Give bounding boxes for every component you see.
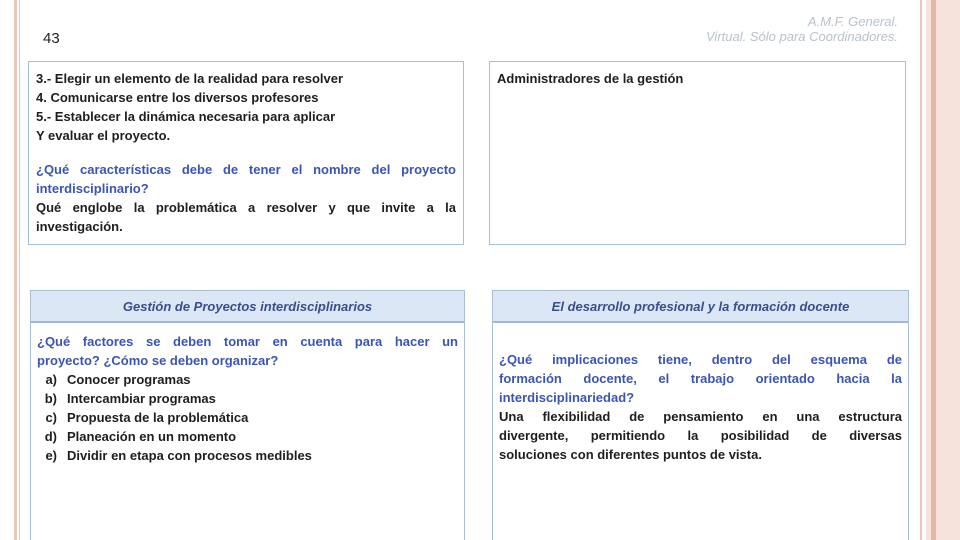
- answer-line: soluciones con diferentes puntos de vista.: [499, 447, 762, 462]
- question-line: interdisciplinariedad?: [499, 390, 635, 405]
- question-line: proyecto? ¿Cómo se deben organizar?: [37, 353, 279, 368]
- teacher-development-panel: [492, 290, 909, 540]
- list-item: [37, 427, 458, 446]
- panel-body: [493, 323, 908, 464]
- implications-question: [499, 350, 902, 407]
- question-line: ¿Qué implicaciones tiene, dentro del esquema de: [499, 352, 902, 367]
- answer-line: Qué englobe la problemática a resolver y que invite a la: [36, 200, 456, 215]
- list-marker: d): [44, 429, 57, 444]
- list-item-text: Planeación en un momento: [67, 429, 237, 444]
- step-line: Y evaluar el proyecto.: [36, 128, 171, 143]
- factors-list: [37, 370, 458, 465]
- document-header: [706, 14, 898, 44]
- step-line: 3.- Elegir un elemento de la realidad para resolver: [36, 71, 344, 86]
- factors-question: [37, 332, 458, 370]
- answer-line: Una flexibilidad de pensamiento en una estructura: [499, 409, 902, 424]
- list-marker: c): [45, 410, 57, 425]
- question-line: interdisciplinario?: [36, 181, 149, 196]
- list-item: [37, 446, 458, 465]
- page-number: 43: [43, 30, 60, 47]
- list-item-text: Propuesta de la problemática: [67, 410, 249, 425]
- steps-box: [28, 61, 464, 245]
- step-line: 5.- Establecer la dinámica necesaria para aplicar: [36, 109, 336, 124]
- right-decorative-stripe: [931, 0, 936, 540]
- list-item: [37, 389, 458, 408]
- question-line: ¿Qué factores se deben tomar en cuenta para hacer un: [37, 334, 458, 349]
- right-decorative-stripe-inner: [920, 0, 922, 540]
- list-marker: e): [45, 448, 57, 463]
- steps-list: [36, 69, 456, 145]
- question-line: ¿Qué características debe de tener el nombre del proyecto: [36, 162, 456, 177]
- list-item-text: Conocer programas: [67, 372, 191, 387]
- header-line-2: Virtual. Sólo para Coordinadores.: [706, 29, 898, 44]
- list-marker: a): [45, 372, 57, 387]
- left-decorative-stripe: [14, 0, 17, 540]
- step-line: 4. Comunicarse entre los diversos profesores: [36, 90, 319, 105]
- list-item: [37, 408, 458, 427]
- projects-management-panel: [30, 290, 465, 540]
- answer-line: divergente, permitiendo la posibilidad de diversas: [499, 428, 902, 443]
- list-marker: b): [44, 391, 57, 406]
- panel-body: [31, 323, 464, 465]
- list-item-text: Intercambiar programas: [67, 391, 216, 406]
- panel-heading: El desarrollo profesional y la formación docente: [493, 291, 908, 323]
- answer-line: investigación.: [36, 219, 123, 234]
- header-line-1: A.M.F. General.: [807, 14, 898, 29]
- project-name-question: [36, 160, 456, 198]
- question-line: formación docente, el trabajo orientado hacia la: [499, 371, 902, 386]
- administrators-box: [489, 61, 906, 245]
- list-item-text: Dividir en etapa con procesos medibles: [67, 448, 312, 463]
- left-decorative-stripe-thin: [19, 0, 20, 540]
- list-item: [37, 370, 458, 389]
- project-name-answer: [36, 198, 456, 236]
- panel-heading: Gestión de Proyectos interdisciplinarios: [31, 291, 464, 323]
- implications-answer: [499, 407, 902, 464]
- administrators-title: Administradores de la gestión: [497, 71, 684, 86]
